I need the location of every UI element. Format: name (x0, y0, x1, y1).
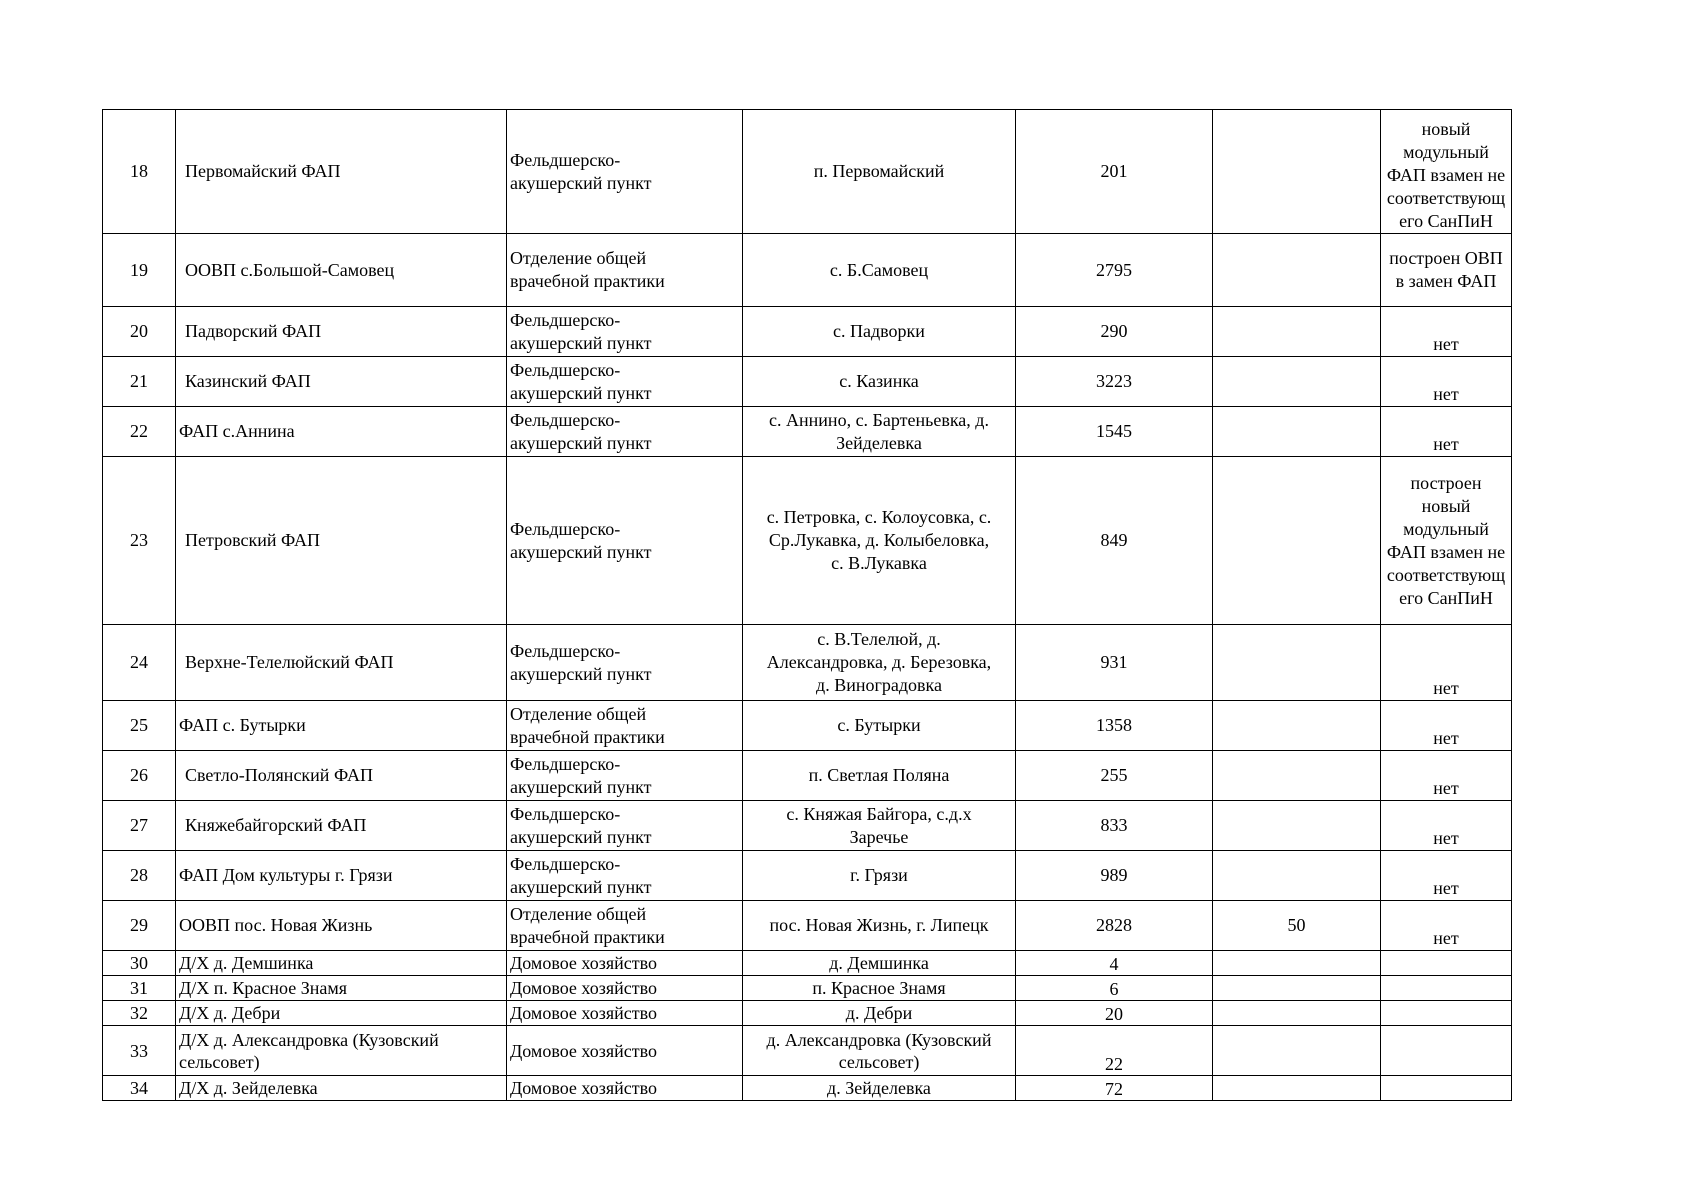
facility-type-cell: Фельдшерско- акушерский пункт (507, 307, 743, 357)
table-row (103, 801, 1512, 851)
extra-value-cell (1213, 1076, 1381, 1101)
settlements-cell: п. Первомайский (743, 110, 1016, 234)
row-number-cell: 27 (103, 801, 176, 851)
settlements-cell: д. Зейделевка (743, 1076, 1016, 1101)
row-number-cell: 29 (103, 901, 176, 951)
settlements-cell: с. В.Телелюй, д. Александровка, д. Березовка, д. Виноградовка (743, 625, 1016, 701)
population-cell: 1545 (1016, 407, 1213, 457)
population-cell: 72 (1016, 1076, 1213, 1101)
settlements-cell: с. Аннино, с. Бартеньевка, д. Зейделевка (743, 407, 1016, 457)
table-row (103, 901, 1512, 951)
settlements-cell: с. Бутырки (743, 701, 1016, 751)
row-number-cell: 20 (103, 307, 176, 357)
note-cell: новый модульный ФАП взамен не соответствующ его СанПиН (1381, 110, 1512, 234)
settlements-cell: с. Княжая Байгора, с.д.х Заречье (743, 801, 1016, 851)
extra-value-cell (1213, 307, 1381, 357)
settlements-cell: п. Красное Знамя (743, 976, 1016, 1001)
facility-type-cell: Отделение общей врачебной практики (507, 701, 743, 751)
extra-value-cell (1213, 1026, 1381, 1076)
note-cell (1381, 951, 1512, 976)
note-cell (1381, 1001, 1512, 1026)
note-cell (1381, 1026, 1512, 1076)
extra-value-cell (1213, 625, 1381, 701)
note-cell: нет (1381, 801, 1512, 851)
facility-name-cell: Первомайский ФАП (176, 110, 507, 234)
population-cell: 2828 (1016, 901, 1213, 951)
row-number-cell: 33 (103, 1026, 176, 1076)
facility-type-cell: Фельдшерско- акушерский пункт (507, 751, 743, 801)
note-cell: нет (1381, 407, 1512, 457)
population-cell: 3223 (1016, 357, 1213, 407)
facility-type-cell: Фельдшерско- акушерский пункт (507, 625, 743, 701)
note-cell: нет (1381, 701, 1512, 751)
row-number-cell: 22 (103, 407, 176, 457)
table-row (103, 751, 1512, 801)
note-cell (1381, 1076, 1512, 1101)
table-row (103, 457, 1512, 625)
population-cell: 255 (1016, 751, 1213, 801)
facility-type-cell: Домовое хозяйство (507, 951, 743, 976)
facility-name-cell: ФАП Дом культуры г. Грязи (176, 851, 507, 901)
facility-name-cell: Д/Х д. Демшинка (176, 951, 507, 976)
row-number-cell: 19 (103, 234, 176, 307)
extra-value-cell (1213, 110, 1381, 234)
table-row (103, 625, 1512, 701)
settlements-cell: д. Александровка (Кузовский сельсовет) (743, 1026, 1016, 1076)
table-row (103, 851, 1512, 901)
settlements-cell: п. Светлая Поляна (743, 751, 1016, 801)
population-cell: 22 (1016, 1026, 1213, 1076)
row-number-cell: 31 (103, 976, 176, 1001)
extra-value-cell (1213, 751, 1381, 801)
settlements-cell: с. Б.Самовец (743, 234, 1016, 307)
facility-name-cell: Д/Х д. Зейделевка (176, 1076, 507, 1101)
note-cell (1381, 976, 1512, 1001)
settlements-cell: с. Казинка (743, 357, 1016, 407)
facility-name-cell: Падворский ФАП (176, 307, 507, 357)
population-cell: 833 (1016, 801, 1213, 851)
population-cell: 2795 (1016, 234, 1213, 307)
population-cell: 6 (1016, 976, 1213, 1001)
facility-type-cell: Фельдшерско- акушерский пункт (507, 801, 743, 851)
table-row (103, 110, 1512, 234)
row-number-cell: 24 (103, 625, 176, 701)
extra-value-cell (1213, 801, 1381, 851)
facilities-table (102, 109, 1512, 1101)
facility-type-cell: Домовое хозяйство (507, 1001, 743, 1026)
population-cell: 4 (1016, 951, 1213, 976)
facility-type-cell: Домовое хозяйство (507, 1076, 743, 1101)
table-row (103, 976, 1512, 1001)
extra-value-cell (1213, 407, 1381, 457)
population-cell: 1358 (1016, 701, 1213, 751)
table-body (103, 110, 1512, 1101)
extra-value-cell (1213, 851, 1381, 901)
extra-value-cell (1213, 951, 1381, 976)
facility-name-cell: Д/Х д. Дебри (176, 1001, 507, 1026)
population-cell: 290 (1016, 307, 1213, 357)
note-cell: нет (1381, 625, 1512, 701)
table-row (103, 307, 1512, 357)
facility-name-cell: Казинский ФАП (176, 357, 507, 407)
facility-name-cell: ФАП с.Аннина (176, 407, 507, 457)
table-row (103, 407, 1512, 457)
facility-type-cell: Домовое хозяйство (507, 1026, 743, 1076)
table-row (103, 701, 1512, 751)
facility-name-cell: Петровский ФАП (176, 457, 507, 625)
row-number-cell: 18 (103, 110, 176, 234)
row-number-cell: 21 (103, 357, 176, 407)
table-row (103, 951, 1512, 976)
population-cell: 201 (1016, 110, 1213, 234)
extra-value-cell (1213, 1001, 1381, 1026)
row-number-cell: 28 (103, 851, 176, 901)
facility-name-cell: Светло-Полянский ФАП (176, 751, 507, 801)
note-cell: нет (1381, 851, 1512, 901)
extra-value-cell (1213, 234, 1381, 307)
table-row (103, 1076, 1512, 1101)
extra-value-cell (1213, 457, 1381, 625)
table-row (103, 1026, 1512, 1076)
population-cell: 989 (1016, 851, 1213, 901)
settlements-cell: с. Петровка, с. Колоусовка, с. Ср.Лукавка, д. Колыбеловка, с. В.Лукавка (743, 457, 1016, 625)
note-cell: построен ОВП в замен ФАП (1381, 234, 1512, 307)
facility-name-cell: ФАП с. Бутырки (176, 701, 507, 751)
row-number-cell: 32 (103, 1001, 176, 1026)
facility-name-cell: ООВП пос. Новая Жизнь (176, 901, 507, 951)
population-cell: 849 (1016, 457, 1213, 625)
extra-value-cell (1213, 357, 1381, 407)
population-cell: 931 (1016, 625, 1213, 701)
note-cell: нет (1381, 751, 1512, 801)
row-number-cell: 23 (103, 457, 176, 625)
facility-type-cell: Фельдшерско- акушерский пункт (507, 110, 743, 234)
population-cell: 20 (1016, 1001, 1213, 1026)
note-cell: нет (1381, 357, 1512, 407)
facility-type-cell: Фельдшерско- акушерский пункт (507, 457, 743, 625)
facility-type-cell: Фельдшерско- акушерский пункт (507, 851, 743, 901)
table-row (103, 234, 1512, 307)
note-cell: нет (1381, 901, 1512, 951)
extra-value-cell: 50 (1213, 901, 1381, 951)
facility-type-cell: Фельдшерско- акушерский пункт (507, 407, 743, 457)
table-row (103, 357, 1512, 407)
facility-name-cell: Княжебайгорский ФАП (176, 801, 507, 851)
extra-value-cell (1213, 701, 1381, 751)
row-number-cell: 34 (103, 1076, 176, 1101)
table-row (103, 1001, 1512, 1026)
facility-type-cell: Отделение общей врачебной практики (507, 234, 743, 307)
settlements-cell: с. Падворки (743, 307, 1016, 357)
note-cell: нет (1381, 307, 1512, 357)
facility-type-cell: Фельдшерско- акушерский пункт (507, 357, 743, 407)
settlements-cell: г. Грязи (743, 851, 1016, 901)
settlements-cell: д. Дебри (743, 1001, 1016, 1026)
extra-value-cell (1213, 976, 1381, 1001)
note-cell: построен новый модульный ФАП взамен не соответствующ его СанПиН (1381, 457, 1512, 625)
facility-type-cell: Отделение общей врачебной практики (507, 901, 743, 951)
facility-type-cell: Домовое хозяйство (507, 976, 743, 1001)
row-number-cell: 25 (103, 701, 176, 751)
facility-name-cell: Д/Х д. Александровка (Кузовский сельсовет) (176, 1026, 507, 1076)
row-number-cell: 26 (103, 751, 176, 801)
facility-name-cell: Верхне-Телелюйский ФАП (176, 625, 507, 701)
settlements-cell: д. Демшинка (743, 951, 1016, 976)
facility-name-cell: Д/Х п. Красное Знамя (176, 976, 507, 1001)
settlements-cell: пос. Новая Жизнь, г. Липецк (743, 901, 1016, 951)
row-number-cell: 30 (103, 951, 176, 976)
facility-name-cell: ООВП с.Большой-Самовец (176, 234, 507, 307)
